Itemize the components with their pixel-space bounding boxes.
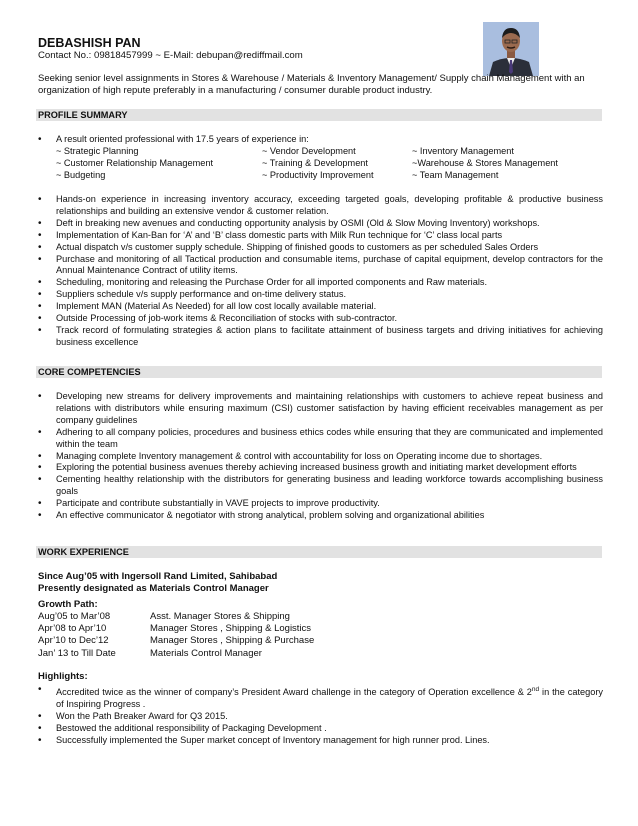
skill-item: ~ Budgeting [56, 169, 106, 180]
core-competencies-heading: CORE COMPETENCIES [36, 366, 602, 378]
skill-item: ~ Productivity Improvement [262, 169, 374, 180]
career-objective: Seeking senior level assignments in Stores & Warehouse / Materials & Inventory Management/ Supply chain Management with an organization of high repute preferably in a manufacturing / consumer durable product industry. [38, 73, 585, 97]
competency-bullet: • Cementing healthy relationship with the distributors for generating business and leading workforce towards accomplishing business goals [38, 474, 603, 498]
growth-role: Materials Control Manager [150, 647, 262, 659]
profile-bullet: • Hands-on experience in increasing inventory accuracy, exceeding targeted goals, developing profitable & productive business relationships and building an extensive vendor & customer relation. [38, 194, 603, 218]
skills-grid [56, 146, 603, 182]
profile-intro-item [38, 134, 603, 182]
profile-intro-list [38, 134, 603, 182]
growth-role: Manager Stores , Shipping & Logistics [150, 623, 312, 635]
growth-role: Asst. Manager Stores & Shipping [150, 611, 290, 622]
growth-path-table [38, 611, 314, 660]
growth-path-row [38, 648, 314, 660]
competency-bullet: • Participate and contribute substantially in VAVE projects to improve productivity. [38, 498, 603, 510]
highlight-text: in the category of Inspiring Progress . [56, 687, 603, 709]
skill-item: ~ Team Management [412, 169, 499, 180]
profile-intro-text: • A result oriented professional with 17.5 years of experience in: [56, 134, 309, 144]
profile-bullet: • Implementation of Kan-Ban for ‘A’ and ‘B’ class domestic parts with Milk Run technique for ‘C’ class local parts [38, 230, 603, 242]
competency-bullet: • Exploring the potential business avenues thereby achieving increased business growth and initiating market development efforts [38, 462, 603, 474]
highlight-superscript: nd [531, 686, 540, 693]
skill-item: ~ Customer Relationship Management [56, 157, 214, 168]
skill-item: ~ Inventory Management [412, 145, 514, 156]
profile-bullet: • Implement MAN (Material As Needed) for all low cost locally available material. [38, 301, 603, 313]
growth-dates: Apr’10 to Dec’12 [38, 635, 109, 647]
skill-item: ~ Strategic Planning [56, 145, 139, 156]
skill-item: ~ Training & Development [262, 157, 368, 168]
contact-line: Contact No.: 09818457999 ~ E-Mail: debupan@rediffmail.com [38, 50, 303, 61]
core-competencies-list [38, 391, 603, 522]
skill-item: ~ Vendor Development [262, 145, 356, 156]
work-experience-heading: WORK EXPERIENCE [36, 546, 602, 558]
company-line: Since Aug’05 with Ingersoll Rand Limited, Sahibabad [38, 571, 278, 582]
growth-role: Manager Stores , Shipping & Purchase [150, 635, 315, 647]
profile-photo-image [483, 22, 539, 76]
growth-dates: Apr’08 to Apr’10 [38, 623, 107, 635]
growth-dates: Jan’ 13 to Till Date [38, 647, 116, 659]
competency-bullet: • Developing new streams for delivery improvements and maintaining relationships with customers to achieve repeat business and relations with distributors while ensuring maximum (CSI) customer satisfaction by having efficient receivables management as per company guidelines [38, 391, 603, 427]
highlight-text: Accredited twice as the winner of company’s President Award challenge in the category of Operation excellence & 2 [56, 687, 532, 698]
profile-bullet: • Purchase and monitoring of all Tactical production and consumable items, purchase of capital equipment, develop contractors for the Annual Maintenance Contract of utility items. [38, 254, 603, 278]
growth-dates: Aug’05 to Mar’08 [38, 611, 111, 622]
profile-summary-list [38, 194, 603, 349]
highlights-heading: Highlights: [38, 671, 88, 682]
profile-bullet: • Suppliers schedule v/s supply performance and on-time delivery status. [38, 289, 603, 301]
highlight-bullet: • Bestowed the additional responsibility of Packaging Development . [38, 723, 603, 735]
profile-bullet: • Scheduling, monitoring and releasing the Purchase Order for all imported components and Raw materials. [38, 277, 603, 289]
highlight-bullet: • Successfully implemented the Super market concept of Inventory management for high runner prod. Lines. [38, 735, 603, 747]
growth-path-row [38, 635, 314, 647]
competency-bullet: • An effective communicator & negotiator with strong analytical, problem solving and organizational abilities [38, 510, 603, 522]
profile-bullet: • Deft in breaking new avenues and conducting opportunity analysis by OSMI (Old & Slow Moving Inventory) workshops. [38, 218, 603, 230]
profile-bullet: • Track record of formulating strategies & action plans to facilitate attainment of business targets and driving initiatives for achieving business excellence [38, 325, 603, 349]
profile-summary-heading: PROFILE SUMMARY [36, 109, 602, 121]
competency-bullet: • Adhering to all company policies, procedures and business ethics codes while ensuring that they are communicated and implemented within the team [38, 427, 603, 451]
growth-path-row [38, 611, 314, 623]
competency-bullet: • Managing complete Inventory management & control with accountability for loss on Operating income due to shortages. [38, 451, 603, 463]
highlight-bullet [38, 684, 603, 711]
profile-photo [483, 22, 539, 76]
skill-item: ~Warehouse & Stores Management [412, 157, 558, 168]
designation-line: Presently designated as Materials Control Manager [38, 583, 269, 594]
growth-path-row [38, 623, 314, 635]
highlights-list [38, 684, 603, 747]
growth-path-heading: Growth Path: [38, 599, 98, 610]
highlight-bullet: • Won the Path Breaker Award for Q3 2015. [38, 711, 603, 723]
profile-bullet: • Outside Processing of job-work items & Reconciliation of stocks with sub-contractor. [38, 313, 603, 325]
candidate-name: DEBASHISH PAN [38, 36, 141, 50]
profile-bullet: • Actual dispatch v/s customer supply schedule. Shipping of finished goods to customers as per scheduled Sales Orders [38, 242, 603, 254]
